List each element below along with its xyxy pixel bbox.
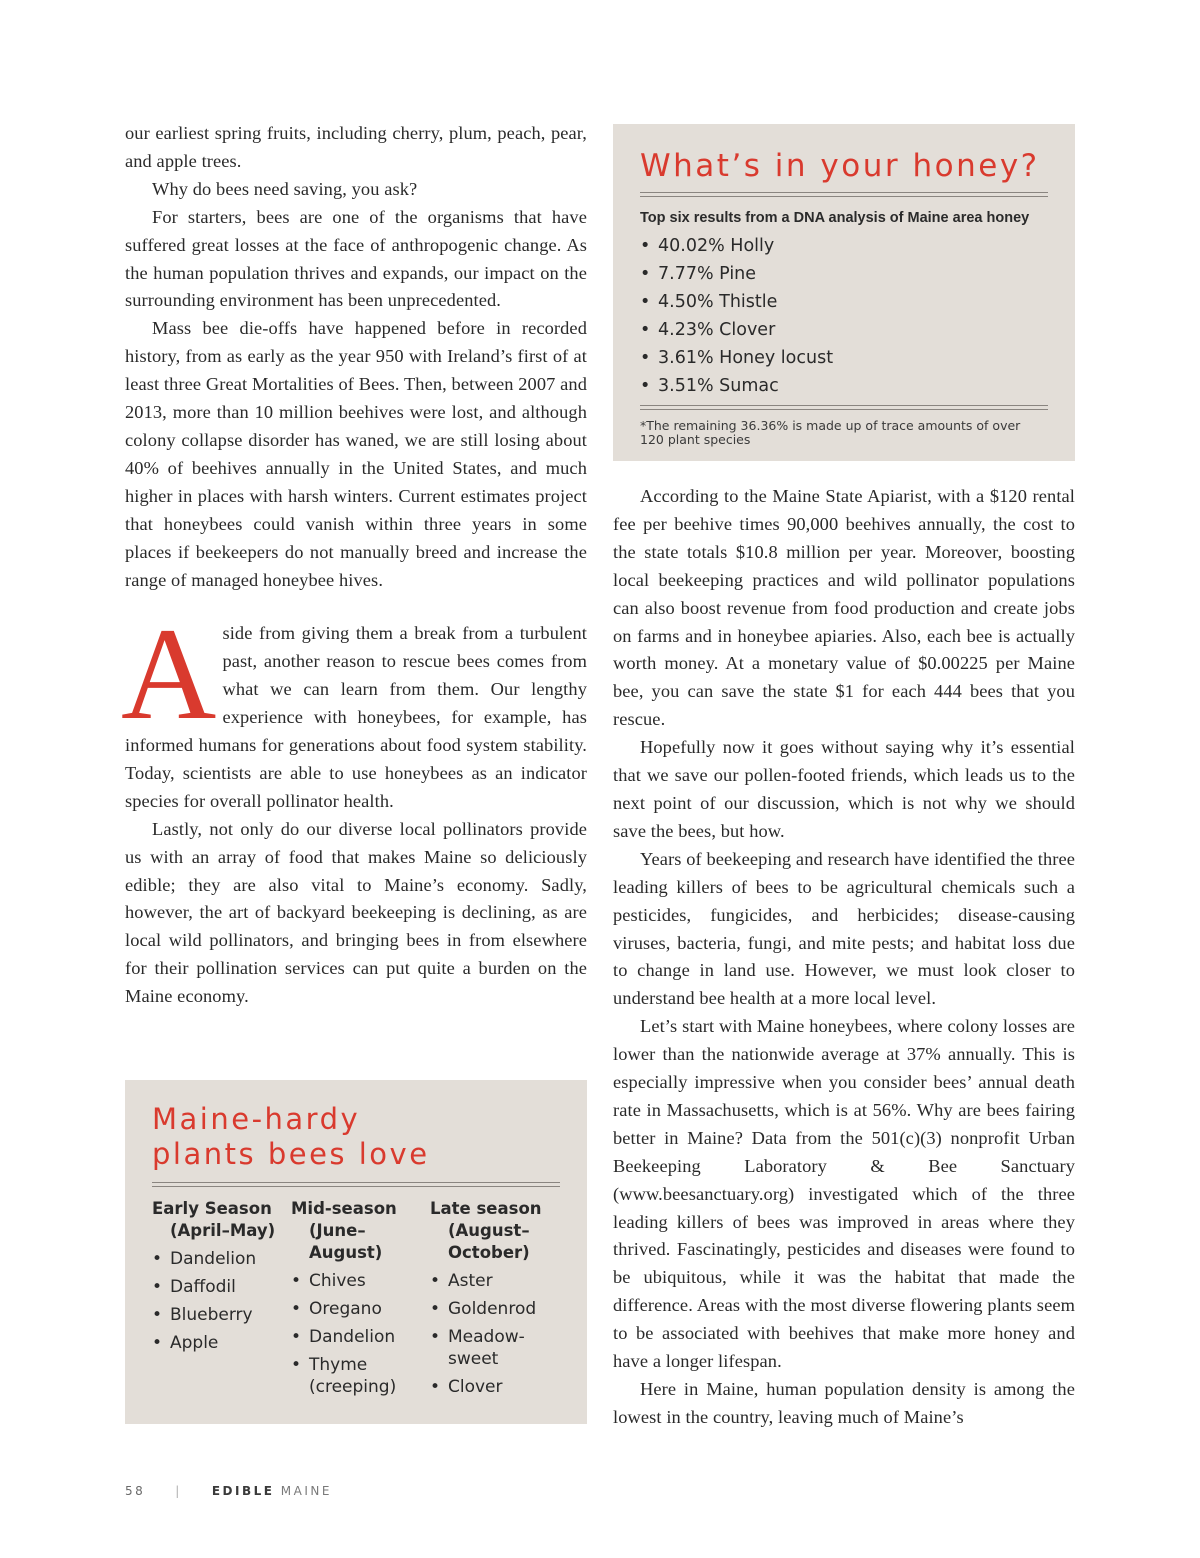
plants-column-heading: Late season (August–October) — [430, 1199, 542, 1262]
list-item: • Thyme (creeping) — [291, 1354, 427, 1398]
plants-list — [291, 1270, 427, 1398]
list-item: • Dandelion — [152, 1248, 288, 1270]
dropcap-paragraph — [121, 600, 587, 815]
body-paragraph: Hopefully now it goes without saying why it’s essential that we save our pollen-footed friends, which leads us to the next point of our discussion, which is not why we should save the bees, but how. — [613, 737, 1075, 841]
list-item: • Blueberry — [152, 1304, 288, 1326]
plants-box-title-line1: Maine-hardy — [152, 1102, 361, 1136]
list-item: • Goldenrod — [430, 1298, 566, 1320]
plants-list — [430, 1270, 566, 1398]
plants-column-early — [152, 1198, 288, 1354]
dropcap-letter: A — [121, 600, 217, 748]
list-item: • 4.23% Clover — [640, 316, 833, 344]
divider — [152, 1182, 560, 1187]
body-paragraph: For starters, bees are one of the organisms that have suffered great losses at the face of anthropogenic change. As the human population thrives and expands, our impact on the surrounding environment has been unprecedented. — [125, 206, 587, 311]
publication-name-bold: EDIBLE — [211, 1484, 275, 1498]
divider — [640, 192, 1048, 197]
list-item: • Chives — [291, 1270, 427, 1292]
list-item: • Apple — [152, 1332, 288, 1354]
list-item: • 3.51% Sumac — [640, 372, 833, 400]
plants-box-title — [152, 1102, 430, 1172]
left-column — [121, 120, 587, 1011]
body-paragraph: our earliest spring fruits, including cherry, plum, peach, pear, and apple trees. — [125, 123, 587, 171]
divider — [640, 405, 1048, 410]
list-item: • 4.50% Thistle — [640, 288, 833, 316]
body-paragraph: According to the Maine State Apiarist, with a $120 rental fee per beehive times 90,000 beehives annually, the cost to the state totals $10.8 million per year. Moreover, boosting local beekeeping practices and wild pollinator populations can also boost revenue from food production and create jobs on farms and in honeybee apiaries. Also, each bee is actually worth money. At a monetary value of $0.00225 per Maine bee, you can save the state $1 for each 444 bees that you rescue. — [613, 486, 1075, 730]
publication-name-light: MAINE — [280, 1484, 332, 1498]
honey-box-footnote: *The remaining 36.36% is made up of trace amounts of over 120 plant species — [640, 418, 1021, 447]
dropcap-paragraph-text: side from giving them a break from a turbulent past, another reason to rescue bees comes from what we can learn from them. Our lengthy experience with honeybees, for example, has informed humans for generations about food system stability. Today, scientists are able to use honeybees as an indicator species for overall pollinator health. — [125, 623, 587, 811]
body-paragraph: Years of beekeeping and research have identified the three leading killers of bees to be agricultural chemicals such a pesticides, fungicides, and herbicides; disease-causing viruses, bacteria, fungi, and mite pests; and habitat loss due to change in land use. However, we must look closer to understand bee health at a more local level. — [613, 848, 1075, 1009]
list-item: • 7.77% Pine — [640, 260, 833, 288]
body-paragraph: Let’s start with Maine honeybees, where colony losses are lower than the nationwide average at 37% annually. This is especially impressive when you consider bees’ annual death rate in Massachusetts, which is at 56%. Why are bees fairing better in Maine? Data from the 501(c)(3) nonprofit Urban Beekeeping Laboratory & Bee Sanctuary (www.beesanctuary.org) investigated which of the three leading killers of bees was improved in areas where they thrived. Fascinatingly, pesticides and diseases were found to be ubiquitous, while it was the habitat that made the difference. Areas with the most diverse flowering plants seem to be associated with beehives that make more honey and have a longer lifespan. — [613, 1016, 1075, 1372]
plants-sidebar-box — [125, 1080, 587, 1424]
plants-column-heading: Early Season (April–May) — [152, 1199, 276, 1240]
honey-sidebar-box — [613, 124, 1075, 461]
body-paragraph: Mass bee die-offs have happened before in recorded history, from as early as the year 950 with Ireland’s first of at least three Great Mortalities of Bees. Then, between 2007 and 2013, more than 10 million beehives were lost, and although colony collapse disorder has waned, we are still losing about 40% of beehives annually in the United States, and much higher in places with harsh winters. Current estimates project that honeybees could vanish within three years in some places if beekeepers do not manually breed and increase the range of managed honeybee hives. — [125, 318, 587, 590]
list-item: • Dandelion — [291, 1326, 427, 1348]
honey-box-title: What’s in your honey? — [640, 148, 1040, 184]
list-item: • 3.61% Honey locust — [640, 344, 833, 372]
plants-column-late — [430, 1198, 566, 1398]
page-number: 58 — [125, 1484, 146, 1498]
body-paragraph: Why do bees need saving, you ask? — [152, 178, 418, 199]
list-item: • Aster — [430, 1270, 566, 1292]
plants-column-heading: Mid-season (June–August) — [291, 1199, 397, 1262]
list-item: • Oregano — [291, 1298, 427, 1320]
list-item: • 40.02% Holly — [640, 232, 833, 260]
list-item: • Clover — [430, 1376, 566, 1398]
plants-box-title-line2: plants bees love — [152, 1137, 430, 1171]
list-item: • Meadow-sweet — [430, 1326, 566, 1370]
plants-list — [152, 1248, 288, 1354]
list-item: • Daffodil — [152, 1276, 288, 1298]
footer-separator: | — [175, 1484, 182, 1498]
right-column — [613, 483, 1075, 1432]
body-paragraph: Lastly, not only do our diverse local pollinators provide us with an array of food that makes Maine so deliciously edible; they are also vital to Maine’s economy. Sadly, however, the art of backyard beekeeping is declining, as are local wild pollinators, and bringing bees in from elsewhere for their pollination services can put quite a burden on the Maine economy. — [125, 818, 587, 1007]
plants-column-mid — [291, 1198, 427, 1398]
page-footer — [125, 1484, 332, 1498]
body-paragraph: Here in Maine, human population density is among the lowest in the country, leaving much of Maine’s — [613, 1379, 1075, 1427]
honey-box-subtitle: Top six results from a DNA analysis of Maine area honey — [640, 210, 1030, 226]
honey-results-list — [640, 232, 833, 400]
